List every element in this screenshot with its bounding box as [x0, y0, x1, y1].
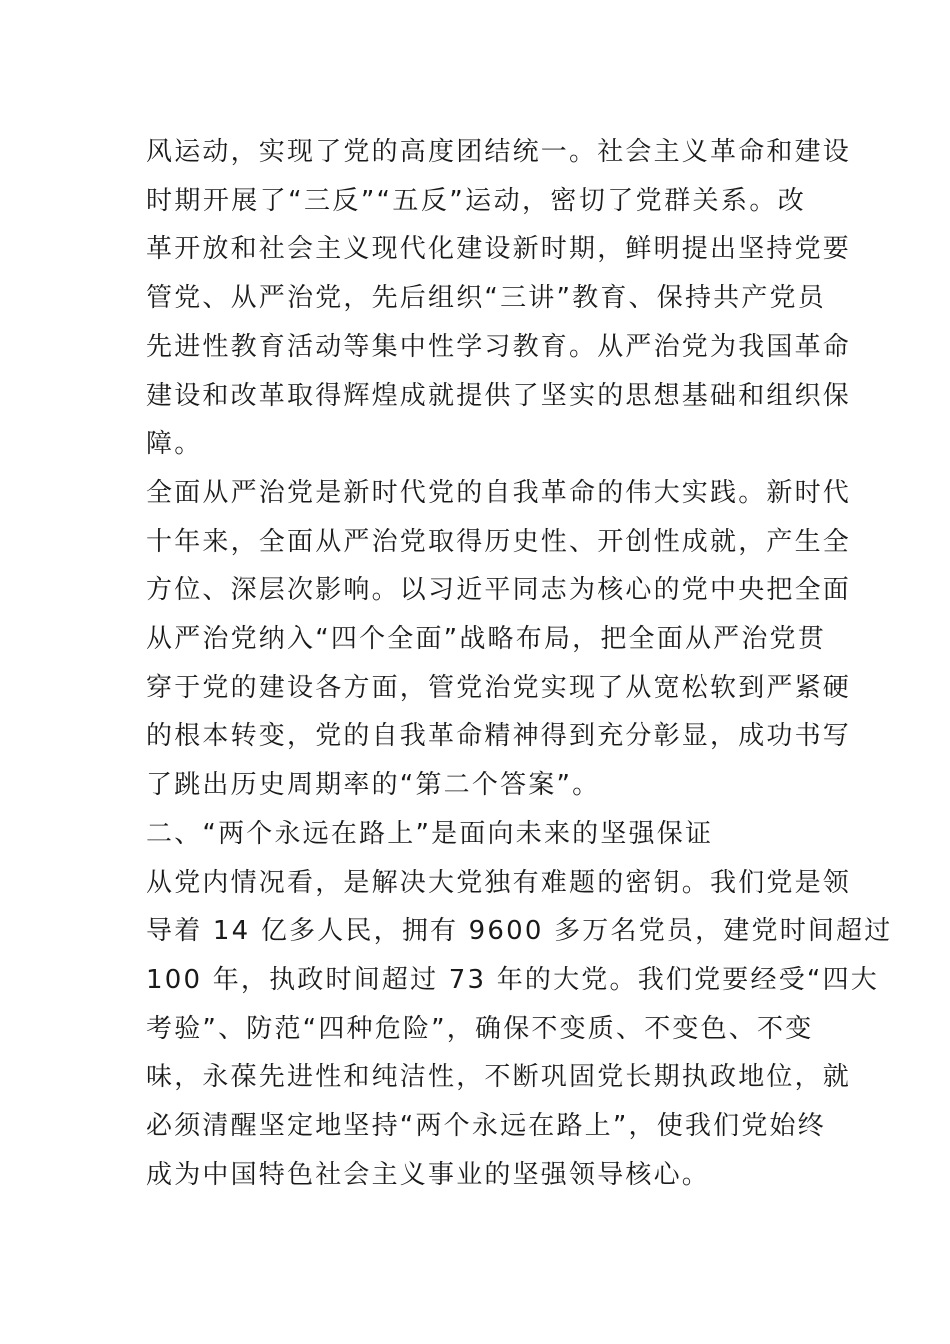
- text-line: 革开放和社会主义现代化建设新时期，鲜明提出坚持党要: [146, 234, 852, 265]
- text-line: 穿于党的建设各方面，管党治党实现了从宽松软到严紧硬: [146, 672, 852, 703]
- section-heading: [146, 810, 806, 859]
- text-line: 考验”、防范“四种危险”，确保不变质、不变色、不变: [146, 1013, 814, 1044]
- text-line: 从严治党纳入“四个全面”战略布局，把全面从严治党贯: [146, 624, 826, 655]
- text-line: 100 年，执政时间超过 73 年的大党。我们党要经受“四大: [146, 964, 879, 995]
- text-line: 成为中国特色社会主义事业的坚强领导核心。: [146, 1159, 711, 1190]
- document-body: [146, 128, 893, 1199]
- text-line: 时期开展了“三反”“五反”运动，密切了党群关系。改: [146, 185, 806, 216]
- text-line: 从党内情况看，是解决大党独有难题的密钥。我们党是领: [146, 867, 852, 898]
- text-line: 导着 14 亿多人民，拥有 9600 多万名党员，建党时间超过: [146, 916, 893, 947]
- text-line: 先进性教育活动等集中性学习教育。从严治党为我国革命: [146, 331, 852, 362]
- text-line: 全面从严治党是新时代党的自我革命的伟大实践。新时代: [146, 477, 852, 508]
- text-line: 风运动，实现了党的高度团结统一。社会主义革命和建设: [146, 137, 852, 167]
- paragraph-history-review: [146, 128, 852, 469]
- paragraph-new-era-practice: [146, 469, 852, 810]
- text-line: 了跳出历史周期率的“第二个答案”。: [146, 770, 601, 801]
- text-line: 方位、深层次影响。以习近平同志为核心的党中央把全面: [146, 575, 852, 606]
- paragraph-party-internal: [146, 859, 893, 1200]
- text-line: 障。: [146, 429, 203, 460]
- text-line: 味，永葆先进性和纯洁性，不断巩固党长期执政地位，就: [146, 1062, 852, 1093]
- text-line: 建设和改革取得辉煌成就提供了坚实的思想基础和组织保: [146, 380, 852, 411]
- text-line: 必须清醒坚定地坚持“两个永远在路上”，使我们党始终: [146, 1111, 826, 1142]
- text-line: 十年来，全面从严治党取得历史性、开创性成就，产生全: [146, 526, 852, 557]
- section-heading-text: 二、“两个永远在路上”是面向未来的坚强保证: [146, 818, 714, 849]
- text-line: 管党、从严治党，先后组织“三讲”教育、保持共产党员: [146, 283, 826, 314]
- text-line: 的根本转变，党的自我革命精神得到充分彰显，成功书写: [146, 721, 852, 752]
